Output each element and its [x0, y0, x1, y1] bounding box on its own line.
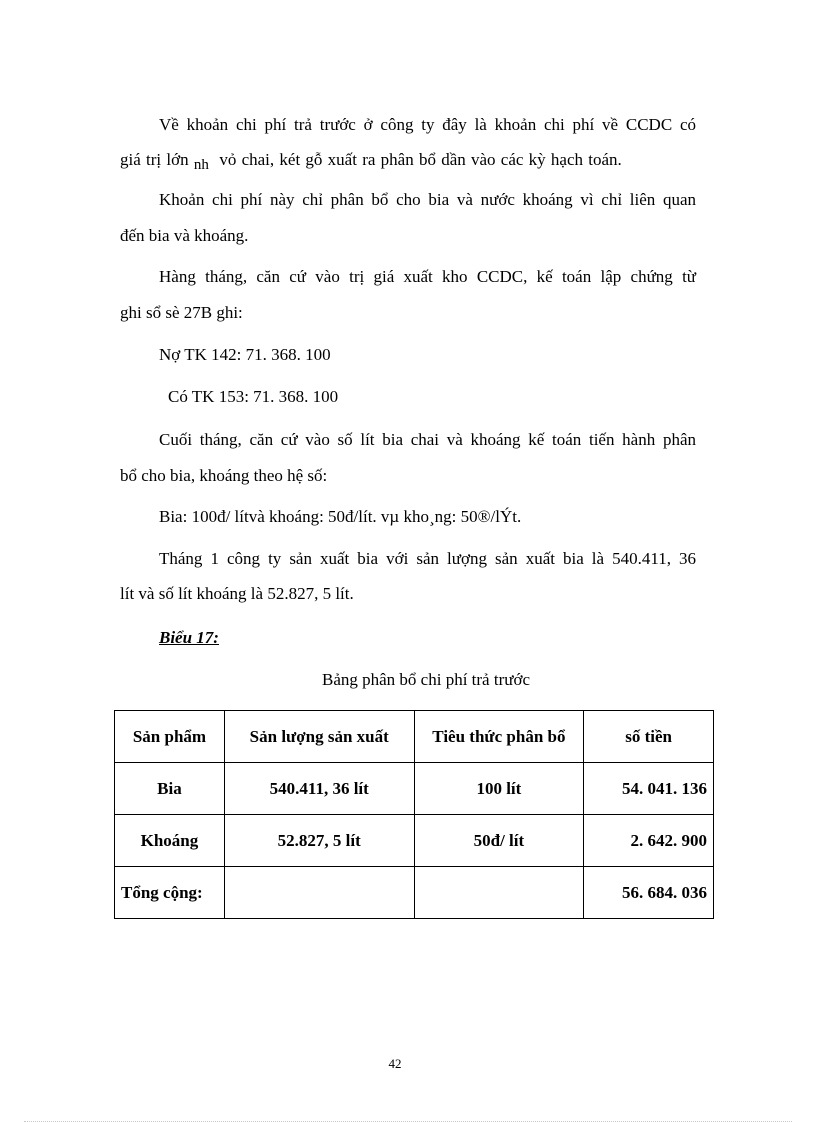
cell-product: Bia	[115, 763, 225, 815]
paragraph-1-text-b: vỏ chai, két gỗ xuất ra phân bổ dần vào các kỳ hạch toán.	[219, 150, 622, 169]
table-row	[115, 815, 714, 867]
section-heading: Biểu 17:	[159, 628, 219, 647]
paragraph-1-line-2	[120, 150, 696, 171]
cell-basis: 100 lít	[414, 763, 584, 815]
paragraph-3-line-2: ghi sổ sè 27B ghi:	[120, 303, 243, 322]
debit-entry: Nợ TK 142: 71. 368. 100	[159, 345, 331, 364]
cell-volume	[224, 867, 414, 919]
table-header-row	[115, 711, 714, 763]
paragraph-2-line-2: đến bia và khoáng.	[120, 226, 249, 245]
cell-volume: 52.827, 5 lít	[224, 815, 414, 867]
cell-volume: 540.411, 36 lít	[224, 763, 414, 815]
page-number: 42	[388, 1056, 402, 1071]
header-production-volume: Sản lượng sản xuất	[224, 711, 414, 763]
paragraph-4-line-1: Cuối tháng, căn cứ vào số lít bia chai và khoáng kế toán tiến hành phân	[159, 430, 696, 449]
paragraph-1-text-a: giá trị lớn	[120, 150, 189, 169]
header-allocation-basis: Tiêu thức phân bổ	[414, 711, 584, 763]
table-title: Bảng phân bổ chi phí trả trước	[322, 670, 530, 689]
cell-basis: 50đ/ lít	[414, 815, 584, 867]
paragraph-1-line-1: Về khoản chi phí trả trước ở công ty đây là khoản chi phí về CCDC có	[159, 115, 696, 134]
paragraph-1-subscript: nh	[193, 157, 209, 173]
cell-basis	[414, 867, 584, 919]
table-row	[115, 763, 714, 815]
prepaid-allocation-table	[114, 710, 714, 919]
header-amount: số tiền	[584, 711, 714, 763]
paragraph-5-line-1: Tháng 1 công ty sản xuất bia với sản lượng sản xuất bia là 540.411, 36	[159, 549, 696, 568]
page-bottom-divider	[24, 1121, 792, 1122]
paragraph-3-line-1: Hàng tháng, căn cứ vào trị giá xuất kho CCDC, kế toán lập chứng từ	[159, 267, 696, 286]
cell-amount: 54. 041. 136	[584, 763, 714, 815]
cell-product: Khoáng	[115, 815, 225, 867]
cell-total-label: Tổng cộng:	[115, 867, 225, 919]
paragraph-2-line-1: Khoản chi phí này chỉ phân bổ cho bia và nước khoáng vì chỉ liên quan	[159, 190, 696, 209]
paragraph-5-line-2: lít và số lít khoáng là 52.827, 5 lít.	[120, 584, 354, 603]
cell-total-amount: 56. 684. 036	[584, 867, 714, 919]
cell-amount: 2. 642. 900	[584, 815, 714, 867]
header-product: Sản phẩm	[115, 711, 225, 763]
allocation-rates: Bia: 100đ/ lítvà khoáng: 50đ/lít. vµ kho¸ng: 50®/lÝt.	[159, 507, 522, 526]
credit-entry: Có TK 153: 71. 368. 100	[168, 387, 339, 406]
table-total-row	[115, 867, 714, 919]
paragraph-4-line-2: bổ cho bia, khoáng theo hệ số:	[120, 466, 328, 485]
